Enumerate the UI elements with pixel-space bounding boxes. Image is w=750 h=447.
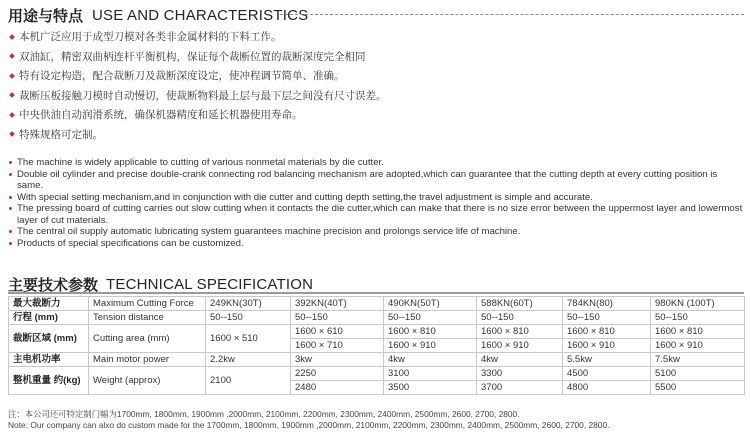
list-item xyxy=(8,125,387,145)
list-item xyxy=(8,203,743,226)
bullet-icon xyxy=(9,196,12,199)
table-cell: 4800 xyxy=(563,381,651,395)
table-cell: 588KN(60T) xyxy=(477,297,563,311)
list-item-text: With special setting mechanism,and in conjunction with die cutter and cutting depth setting,the travel adjustment is simple and accurate. xyxy=(17,191,593,203)
table-cell: 50--150 xyxy=(384,311,477,325)
footnote-cn: 注：本公司还可特定制门幅为1700mm, 1800mm, 1900mm ,2000mm, 2100mm, 2200mm, 2300mm, 2400mm, 2500mm, 2600, 2700, 2800. xyxy=(8,409,520,419)
table-cell: 主电机功率 xyxy=(9,353,89,367)
usage-heading xyxy=(8,5,308,25)
list-item xyxy=(8,192,743,203)
list-item-text: The central oil supply automatic lubricating system guarantees machine precision and prolongs service life of machine. xyxy=(17,226,521,238)
list-item xyxy=(8,226,743,237)
bullet-icon xyxy=(9,112,15,118)
list-item-text: Products of special specifications can be customized. xyxy=(17,237,244,249)
table-cell: 5500 xyxy=(651,381,745,395)
usage-title-cn: 用途与特点 xyxy=(8,7,84,25)
spec-heading xyxy=(8,274,313,294)
table-cell: 392KN(40T) xyxy=(291,297,384,311)
table-cell: 1600 × 810 xyxy=(651,325,745,339)
table-cell: 784KN(80) xyxy=(563,297,651,311)
list-item-text: Double oil cylinder and precise double-crank connecting rod balancing mechanism are adopted,which can guarantee that the cutting depth at every cutting position is same. xyxy=(17,168,718,191)
table-row xyxy=(9,367,745,381)
list-item-text: The machine is widely applicable to cutting of various nonmetal materials by die cutter. xyxy=(17,157,384,168)
list-item-text: 特有设定构造，配合裁断刀及裁断深度设定，使冲程调节简单、准确。 xyxy=(19,70,345,83)
list-item-text: 裁断压板接触刀模时自动慢切，使裁断物料最上层与最下层之间没有尺寸误差。 xyxy=(19,89,387,102)
usage-cn-list xyxy=(8,27,387,144)
table-cell: 整机重量 约(kg) xyxy=(9,367,89,395)
table-cell: 3300 xyxy=(477,367,563,381)
table-row xyxy=(9,353,745,367)
table-cell: 50--150 xyxy=(651,311,745,325)
table-cell: 1600 × 610 xyxy=(291,325,384,339)
bullet-icon xyxy=(9,92,15,98)
table-cell: 2480 xyxy=(291,381,384,395)
table-cell: 1600 × 910 xyxy=(477,339,563,353)
list-item-text: 特殊规格可定制。 xyxy=(19,128,103,141)
table-cell: 1600 × 910 xyxy=(563,339,651,353)
bullet-icon xyxy=(9,131,15,137)
usage-heading-rule xyxy=(280,14,744,15)
table-cell: 裁断区域 (mm) xyxy=(9,325,89,353)
table-cell: 3700 xyxy=(477,381,563,395)
spec-title-en: TECHNICAL SPECIFICATION xyxy=(106,275,314,293)
table-cell: 1600 × 810 xyxy=(384,325,477,339)
table-cell: Main motor power xyxy=(89,353,206,367)
list-item xyxy=(8,169,743,192)
table-cell: 4kw xyxy=(477,353,563,367)
list-item-text: 中央供油自动润滑系统，确保机器精度和延长机器使用寿命。 xyxy=(19,109,303,122)
bullet-icon xyxy=(9,207,12,210)
table-cell: 2100 xyxy=(206,367,291,395)
list-item xyxy=(8,27,387,47)
list-item-text: 双油缸，精密双曲柄连杆平衡机构，保证每个裁断位置的裁断深度完全相同 xyxy=(19,50,366,63)
bullet-icon xyxy=(9,173,12,176)
list-item-text: The pressing board of cutting carries out slow cutting when it contacts the die cutter,which can make that there is no size error between the uppermost layer and lowermost layer of cut materials. xyxy=(17,203,743,226)
table-cell: 4500 xyxy=(563,367,651,381)
bullet-icon xyxy=(9,34,15,40)
table-row xyxy=(9,311,745,325)
bullet-icon xyxy=(9,230,12,233)
spec-heading-rule xyxy=(8,292,744,294)
spec-title-cn: 主要技术参数 xyxy=(8,276,99,294)
footnote-en: Note: Our company can alxo do custom made for the 1700mm, 1800mm, 1900mm ,2000mm, 2100mm, 2200mm, 2300mm, 2400mm, 2500mm, 2600, 2700, 2800. xyxy=(8,420,610,430)
table-cell: 3kw xyxy=(291,353,384,367)
table-cell: 490KN(50T) xyxy=(384,297,477,311)
bullet-icon xyxy=(9,242,12,245)
table-cell: 50--150 xyxy=(563,311,651,325)
list-item xyxy=(8,66,387,86)
table-cell: 1600 × 710 xyxy=(291,339,384,353)
table-cell: 2250 xyxy=(291,367,384,381)
spec-table xyxy=(8,296,745,395)
usage-title-en: USE AND CHARACTERISTICS xyxy=(92,6,309,24)
list-item xyxy=(8,86,387,106)
table-cell: 5100 xyxy=(651,367,745,381)
table-cell: 7.5kw xyxy=(651,353,745,367)
table-cell: 249KN(30T) xyxy=(206,297,291,311)
table-cell: 50--150 xyxy=(477,311,563,325)
table-cell: Tension distance xyxy=(89,311,206,325)
table-cell: 1600 × 910 xyxy=(384,339,477,353)
bullet-icon xyxy=(9,73,15,79)
table-cell: Cutting area (mm) xyxy=(89,325,206,353)
table-cell: 1600 × 810 xyxy=(563,325,651,339)
table-cell: 50--150 xyxy=(291,311,384,325)
table-row xyxy=(9,325,745,339)
table-cell: Weight (approx) xyxy=(89,367,206,395)
footnote xyxy=(8,409,748,431)
table-cell: 980KN (100T) xyxy=(651,297,745,311)
bullet-icon xyxy=(9,53,15,59)
bullet-icon xyxy=(9,161,12,164)
table-cell: 3100 xyxy=(384,367,477,381)
table-cell: 1600 × 910 xyxy=(651,339,745,353)
table-cell: 5.5kw xyxy=(563,353,651,367)
table-row xyxy=(9,297,745,311)
table-cell: 最大裁断力 xyxy=(9,297,89,311)
list-item xyxy=(8,238,743,249)
table-cell: Maximum Cutting Force xyxy=(89,297,206,311)
table-cell: 50--150 xyxy=(206,311,291,325)
list-item-text: 本机广泛应用于成型刀模对各类非金属材料的下料工作。 xyxy=(19,31,282,44)
table-cell: 1600 × 810 xyxy=(477,325,563,339)
table-cell: 3500 xyxy=(384,381,477,395)
list-item xyxy=(8,47,387,67)
table-cell: 2.2kw xyxy=(206,353,291,367)
table-cell: 行程 (mm) xyxy=(9,311,89,325)
table-cell: 4kw xyxy=(384,353,477,367)
table-cell: 1600 × 510 xyxy=(206,325,291,353)
list-item xyxy=(8,157,743,168)
usage-en-list xyxy=(8,157,743,249)
list-item xyxy=(8,105,387,125)
